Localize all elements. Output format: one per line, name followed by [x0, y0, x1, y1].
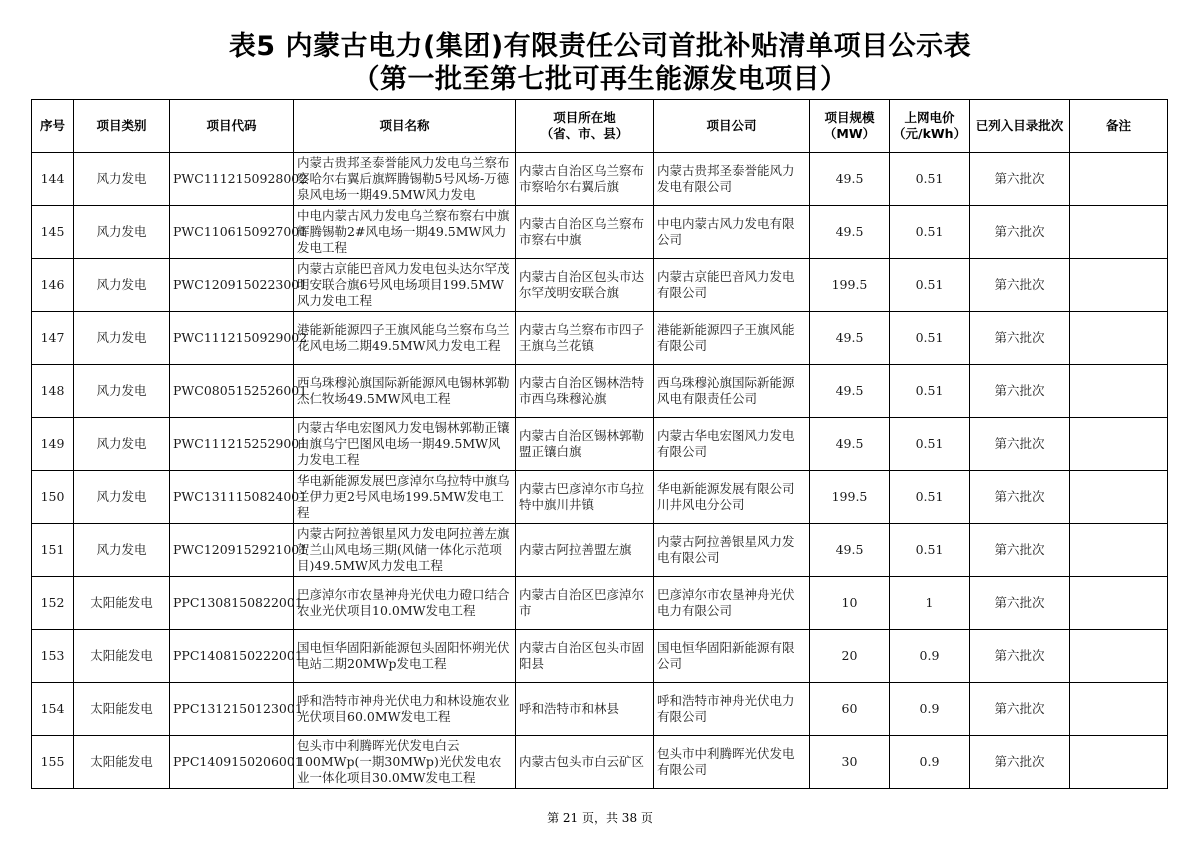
cell-name: 港能新能源四子王旗风能乌兰察布乌兰花风电场二期49.5MW风力发电工程 — [294, 312, 516, 365]
cell-location: 内蒙古自治区巴彦淖尔市 — [516, 577, 654, 630]
cell-batch: 第六批次 — [970, 683, 1070, 736]
cell-batch: 第六批次 — [970, 524, 1070, 577]
cell-name: 内蒙古京能巴音风力发电包头达尔罕茂明安联合旗6号风电场项目199.5MW风力发电工程 — [294, 259, 516, 312]
cell-remark — [1070, 365, 1168, 418]
cell-category: 风力发电 — [74, 418, 170, 471]
cell-company: 西乌珠穆沁旗国际新能源风电有限责任公司 — [654, 365, 810, 418]
cell-company: 巴彦淖尔市农垦神舟光伏电力有限公司 — [654, 577, 810, 630]
table-body — [32, 153, 1168, 789]
table-row — [32, 630, 1168, 683]
cell-price: 0.51 — [890, 418, 970, 471]
table-row — [32, 365, 1168, 418]
cell-location: 内蒙古自治区乌兰察布市察哈尔右翼后旗 — [516, 153, 654, 206]
cell-remark — [1070, 312, 1168, 365]
cell-name: 内蒙古贵邦圣泰誉能风力发电乌兰察布察哈尔右翼后旗辉腾锡勒5号风场-万德泉风电场一期49.5MW风力发电 — [294, 153, 516, 206]
cell-company: 中电内蒙古风力发电有限公司 — [654, 206, 810, 259]
cell-name: 巴彦淖尔市农垦神舟光伏电力磴口结合农业光伏项目10.0MW发电工程 — [294, 577, 516, 630]
header-batch: 已列入目录批次 — [970, 100, 1070, 153]
cell-scale: 199.5 — [810, 471, 890, 524]
cell-location: 呼和浩特市和林县 — [516, 683, 654, 736]
cell-seq: 144 — [32, 153, 74, 206]
cell-seq: 151 — [32, 524, 74, 577]
header-price: 上网电价 （元/kWh） — [890, 100, 970, 153]
cell-remark — [1070, 524, 1168, 577]
cell-category: 风力发电 — [74, 524, 170, 577]
header-name: 项目名称 — [294, 100, 516, 153]
cell-code: PPC1409150206001 — [170, 736, 294, 789]
cell-remark — [1070, 577, 1168, 630]
cell-scale: 199.5 — [810, 259, 890, 312]
cell-name: 呼和浩特市神舟光伏电力和林设施农业光伏项目60.0MW发电工程 — [294, 683, 516, 736]
cell-price: 0.9 — [890, 630, 970, 683]
cell-location: 内蒙古包头市白云矿区 — [516, 736, 654, 789]
table-row — [32, 418, 1168, 471]
cell-seq: 149 — [32, 418, 74, 471]
table-row — [32, 259, 1168, 312]
cell-location: 内蒙古自治区包头市固阳县 — [516, 630, 654, 683]
cell-category: 太阳能发电 — [74, 577, 170, 630]
cell-batch: 第六批次 — [970, 365, 1070, 418]
cell-company: 内蒙古华电宏图风力发电有限公司 — [654, 418, 810, 471]
cell-batch: 第六批次 — [970, 312, 1070, 365]
cell-seq: 152 — [32, 577, 74, 630]
cell-code: PPC1308150822001 — [170, 577, 294, 630]
cell-company: 港能新能源四子王旗风能有限公司 — [654, 312, 810, 365]
cell-location: 内蒙古自治区锡林郭勒盟正镶白旗 — [516, 418, 654, 471]
cell-category: 风力发电 — [74, 312, 170, 365]
cell-location: 内蒙古巴彦淖尔市乌拉特中旗川井镇 — [516, 471, 654, 524]
cell-code: PWC1112150928002 — [170, 153, 294, 206]
cell-price: 0.51 — [890, 365, 970, 418]
title-block — [0, 30, 1200, 96]
cell-code: PPC1312150123001 — [170, 683, 294, 736]
cell-remark — [1070, 418, 1168, 471]
cell-category: 太阳能发电 — [74, 683, 170, 736]
cell-scale: 60 — [810, 683, 890, 736]
cell-name: 包头市中利腾晖光伏发电白云100MWp(一期30MWp)光伏发电农业一体化项目30.0MW发电工程 — [294, 736, 516, 789]
cell-batch: 第六批次 — [970, 206, 1070, 259]
cell-batch: 第六批次 — [970, 418, 1070, 471]
table-row — [32, 736, 1168, 789]
cell-seq: 147 — [32, 312, 74, 365]
cell-company: 国电恒华固阳新能源有限公司 — [654, 630, 810, 683]
cell-company: 内蒙古京能巴音风力发电有限公司 — [654, 259, 810, 312]
cell-category: 风力发电 — [74, 153, 170, 206]
cell-scale: 10 — [810, 577, 890, 630]
cell-location: 内蒙古自治区包头市达尔罕茂明安联合旗 — [516, 259, 654, 312]
cell-name: 中电内蒙古风力发电乌兰察布察右中旗辉腾锡勒2#风电场一期49.5MW风力发电工程 — [294, 206, 516, 259]
cell-remark — [1070, 630, 1168, 683]
header-scale: 项目规模 （MW） — [810, 100, 890, 153]
cell-code: PWC1112152529001 — [170, 418, 294, 471]
cell-name: 内蒙古华电宏图风力发电锡林郭勒正镶白旗乌宁巴图风电场一期49.5MW风力发电工程 — [294, 418, 516, 471]
header-company: 项目公司 — [654, 100, 810, 153]
cell-location: 内蒙古乌兰察布市四子王旗乌兰花镇 — [516, 312, 654, 365]
cell-category: 风力发电 — [74, 365, 170, 418]
table-row — [32, 577, 1168, 630]
cell-seq: 145 — [32, 206, 74, 259]
cell-seq: 155 — [32, 736, 74, 789]
cell-company: 包头市中利腾晖光伏发电有限公司 — [654, 736, 810, 789]
table-row — [32, 471, 1168, 524]
cell-seq: 148 — [32, 365, 74, 418]
header-seq: 序号 — [32, 100, 74, 153]
cell-code: PWC1311150824001 — [170, 471, 294, 524]
cell-name: 华电新能源发展巴彦淖尔乌拉特中旗乌兰伊力更2号风电场199.5MW发电工程 — [294, 471, 516, 524]
cell-scale: 49.5 — [810, 365, 890, 418]
cell-company: 内蒙古贵邦圣泰誉能风力发电有限公司 — [654, 153, 810, 206]
cell-batch: 第六批次 — [970, 153, 1070, 206]
project-table — [31, 99, 1168, 789]
header-location: 项目所在地 （省、市、县） — [516, 100, 654, 153]
cell-price: 0.9 — [890, 683, 970, 736]
cell-scale: 49.5 — [810, 524, 890, 577]
cell-seq: 154 — [32, 683, 74, 736]
cell-code: PWC1106150927001 — [170, 206, 294, 259]
cell-location: 内蒙古自治区乌兰察布市察右中旗 — [516, 206, 654, 259]
table-row — [32, 312, 1168, 365]
cell-price: 0.9 — [890, 736, 970, 789]
cell-remark — [1070, 471, 1168, 524]
page-number-footer: 第 21 页，共 38 页 — [547, 811, 653, 825]
cell-batch: 第六批次 — [970, 259, 1070, 312]
table-row — [32, 683, 1168, 736]
cell-price: 0.51 — [890, 206, 970, 259]
cell-category: 风力发电 — [74, 206, 170, 259]
cell-company: 呼和浩特市神舟光伏电力有限公司 — [654, 683, 810, 736]
cell-company: 华电新能源发展有限公司川井风电分公司 — [654, 471, 810, 524]
cell-remark — [1070, 206, 1168, 259]
cell-batch: 第六批次 — [970, 577, 1070, 630]
cell-remark — [1070, 683, 1168, 736]
cell-seq: 150 — [32, 471, 74, 524]
cell-scale: 49.5 — [810, 153, 890, 206]
cell-code: PPC1408150222001 — [170, 630, 294, 683]
table-row — [32, 524, 1168, 577]
page-subtitle: （第一批至第七批可再生能源发电项目） — [352, 64, 848, 95]
cell-scale: 49.5 — [810, 206, 890, 259]
cell-price: 0.51 — [890, 259, 970, 312]
cell-category: 风力发电 — [74, 259, 170, 312]
cell-category: 风力发电 — [74, 471, 170, 524]
cell-code: PWC1209150223001 — [170, 259, 294, 312]
cell-code: PWC0805152526001 — [170, 365, 294, 418]
header-row — [32, 100, 1168, 153]
table-row — [32, 206, 1168, 259]
cell-name: 内蒙古阿拉善银星风力发电阿拉善左旗贺兰山风电场三期(风储一体化示范项目)49.5MW风力发电工程 — [294, 524, 516, 577]
cell-batch: 第六批次 — [970, 630, 1070, 683]
header-code: 项目代码 — [170, 100, 294, 153]
cell-scale: 49.5 — [810, 312, 890, 365]
cell-remark — [1070, 736, 1168, 789]
cell-location: 内蒙古阿拉善盟左旗 — [516, 524, 654, 577]
header-remark: 备注 — [1070, 100, 1168, 153]
cell-batch: 第六批次 — [970, 736, 1070, 789]
header-category: 项目类别 — [74, 100, 170, 153]
cell-seq: 153 — [32, 630, 74, 683]
cell-price: 0.51 — [890, 524, 970, 577]
table-row — [32, 153, 1168, 206]
cell-batch: 第六批次 — [970, 471, 1070, 524]
cell-price: 0.51 — [890, 153, 970, 206]
cell-remark — [1070, 259, 1168, 312]
cell-seq: 146 — [32, 259, 74, 312]
cell-name: 西乌珠穆沁旗国际新能源风电锡林郭勒杰仁牧场49.5MW风电工程 — [294, 365, 516, 418]
cell-price: 0.51 — [890, 312, 970, 365]
cell-company: 内蒙古阿拉善银星风力发电有限公司 — [654, 524, 810, 577]
cell-category: 太阳能发电 — [74, 630, 170, 683]
cell-price: 0.51 — [890, 471, 970, 524]
cell-category: 太阳能发电 — [74, 736, 170, 789]
cell-remark — [1070, 153, 1168, 206]
cell-code: PWC1209152921001 — [170, 524, 294, 577]
cell-name: 国电恒华固阳新能源包头固阳怀朔光伏电站二期20MWp发电工程 — [294, 630, 516, 683]
cell-scale: 20 — [810, 630, 890, 683]
cell-code: PWC1112150929002 — [170, 312, 294, 365]
cell-scale: 49.5 — [810, 418, 890, 471]
page-title: 表5 内蒙古电力(集团)有限责任公司首批补贴清单项目公示表 — [228, 31, 972, 62]
cell-scale: 30 — [810, 736, 890, 789]
cell-price: 1 — [890, 577, 970, 630]
cell-location: 内蒙古自治区锡林浩特市西乌珠穆沁旗 — [516, 365, 654, 418]
